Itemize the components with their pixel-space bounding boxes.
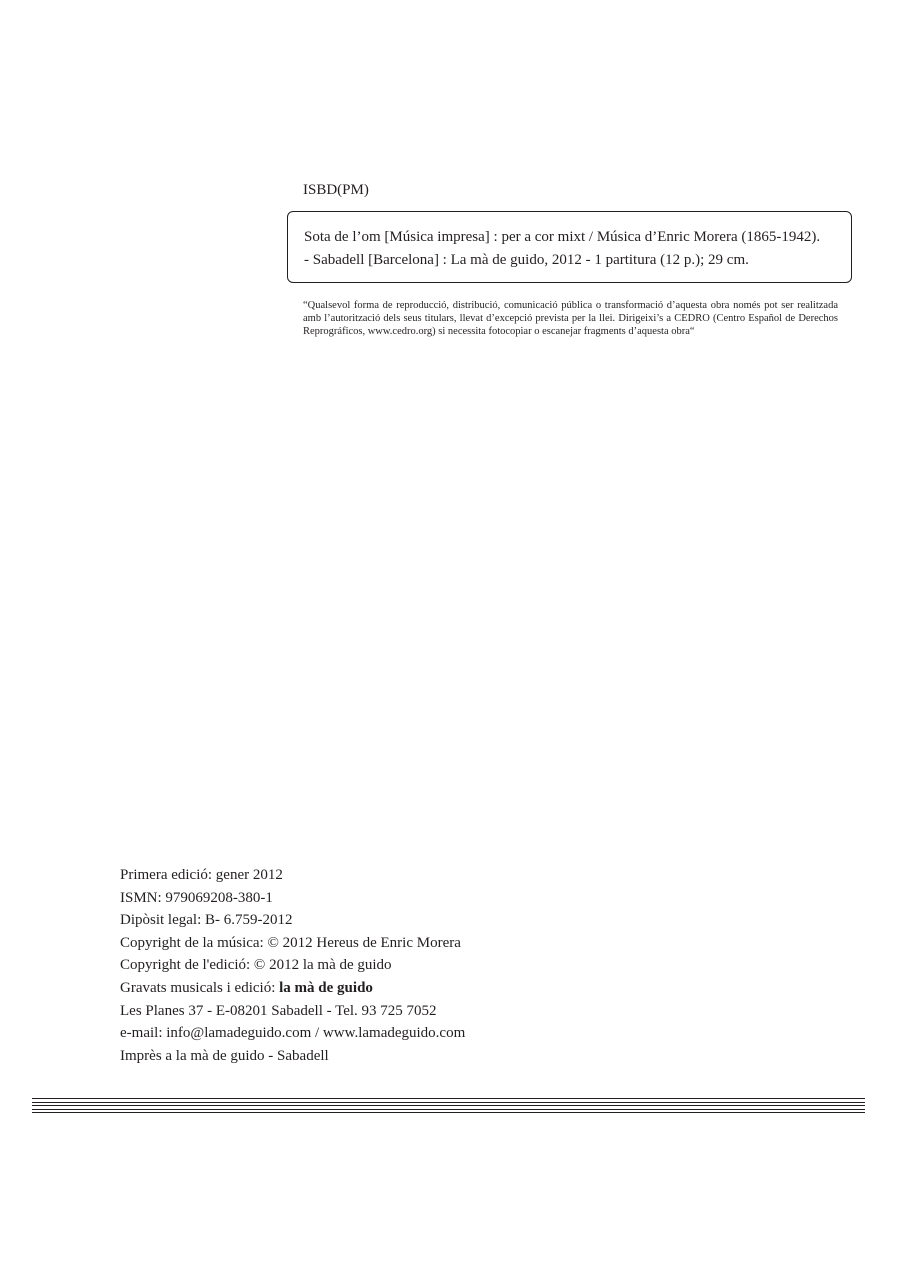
rights-notice: “Qualsevol forma de reproducció, distribució, comunicació pública o transformació d’aquesta obra només pot ser realitzada amb l’autorització dels seus titulars, llevat d’excepció prevista per la llei. Dirigeixi’s a CEDRO (Centro Español de Derechos Reprográficos, www.cedro.org) si necessita fotocopiar o escanejar fragments d’aquesta obra“ — [303, 300, 838, 337]
printed-by: Imprès a la mà de guido - Sabadell — [120, 1047, 329, 1064]
engraving-line — [120, 977, 465, 1000]
staff-line — [32, 1109, 865, 1110]
engraving-label: Gravats musicals i edició: — [120, 979, 280, 996]
staff-line — [32, 1112, 865, 1113]
first-edition: Primera edició: gener 2012 — [120, 867, 283, 883]
isbd-heading: ISBD(PM) — [303, 182, 369, 198]
music-staff-divider — [32, 1098, 865, 1114]
publisher-name: la mà de guido — [279, 979, 373, 996]
ismn: ISMN: 979069208-380-1 — [120, 889, 273, 906]
colophon — [120, 864, 465, 1067]
cip-record-box — [287, 211, 852, 283]
address: Les Planes 37 - E-08201 Sabadell - Tel. 93 725 7052 — [120, 1002, 437, 1019]
staff-line — [32, 1098, 865, 1099]
copyright-edition: Copyright de l'edició: © 2012 la mà de guido — [120, 957, 392, 974]
cip-publication-line: - Sabadell [Barcelona] : La mà de guido, 2012 - 1 partitura (12 p.); 29 cm. — [304, 252, 749, 268]
cip-title-line: Sota de l’om [Música impresa] : per a cor mixt / Música d’Enric Morera (1865-1942). — [304, 229, 821, 245]
legal-deposit: Dipòsit legal: B- 6.759-2012 — [120, 912, 293, 929]
staff-line — [32, 1105, 865, 1106]
contact-info: e-mail: info@lamadeguido.com / www.lamadeguido.com — [120, 1025, 466, 1042]
copyright-music: Copyright de la música: © 2012 Hereus de Enric Morera — [120, 934, 461, 951]
staff-line — [32, 1102, 865, 1103]
